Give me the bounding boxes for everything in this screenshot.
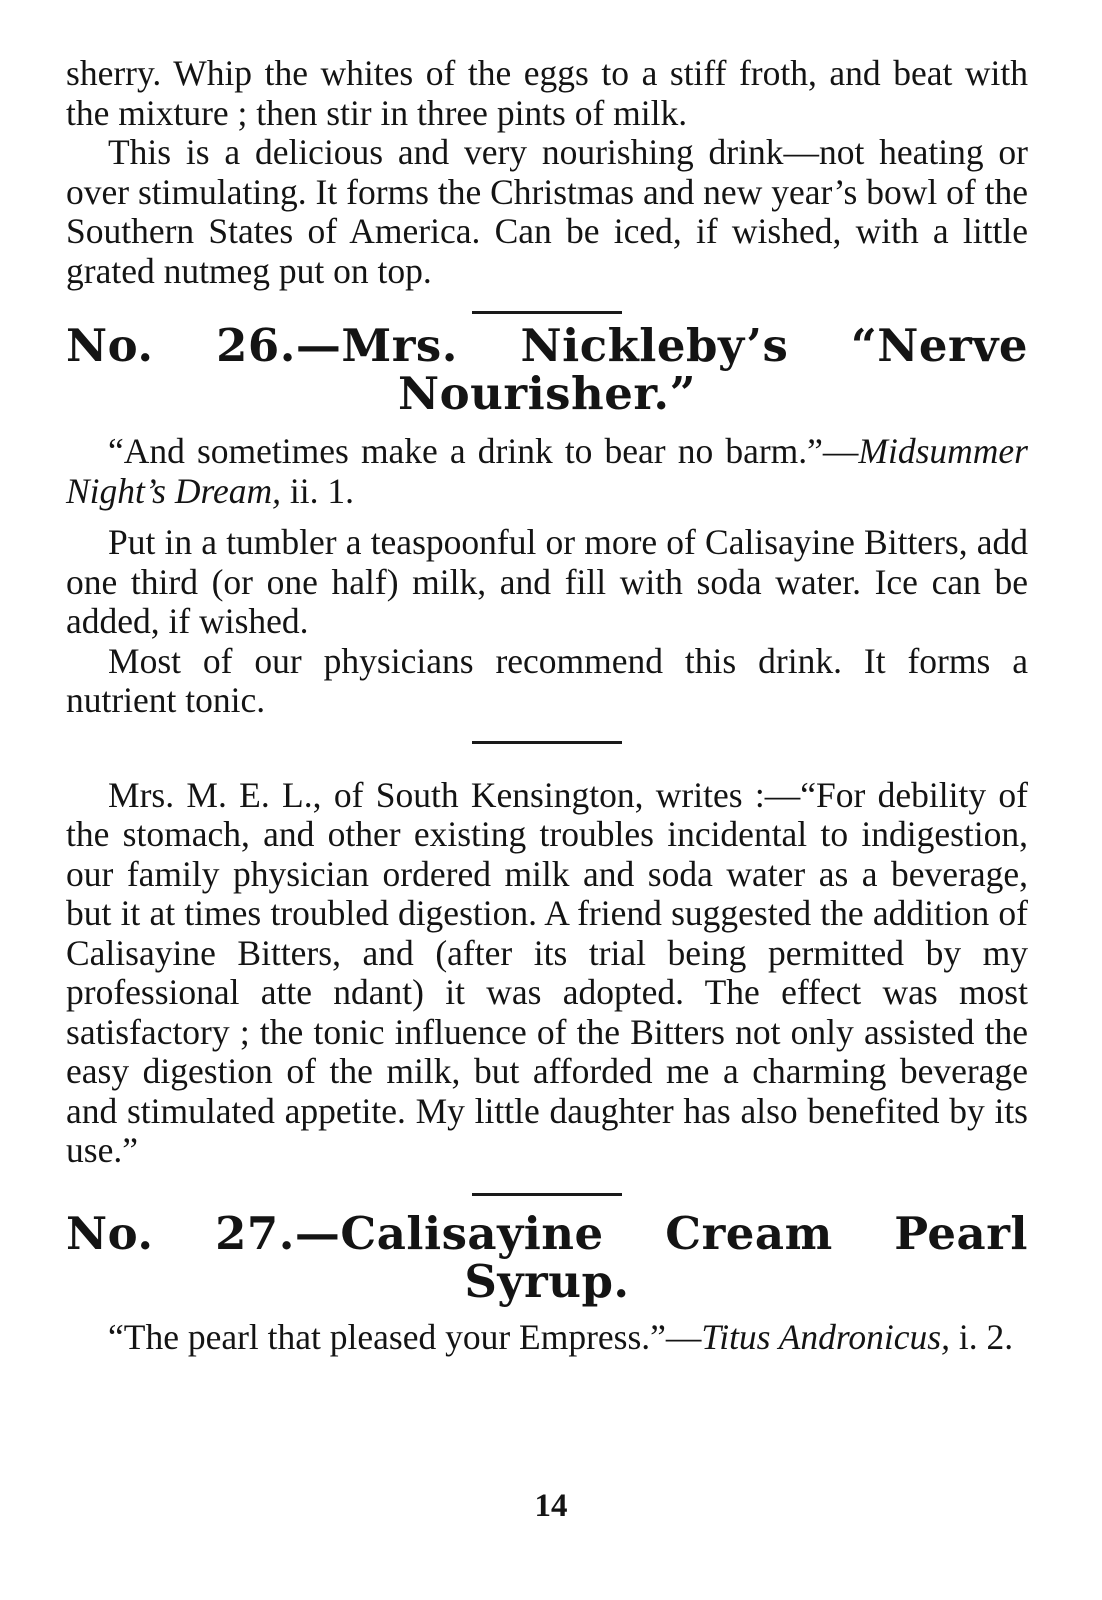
recipe-27-epigraph (66, 1318, 1028, 1358)
recipe-26-epigraph (66, 432, 1028, 511)
recipe-26-heading-line2: Nourisher.” (398, 367, 696, 420)
recipe-27-heading (66, 1206, 1028, 1308)
recipe-26-note: Most of our physicians recommend this drink. It forms a nutrient tonic. (66, 640, 1028, 720)
recipe-27-epigraph-quote: “The pearl that pleased your Empress.”— (108, 1316, 702, 1357)
recipe-27-epigraph-ref: i. 2. (949, 1316, 1014, 1357)
intro-paragraph-description: This is a delicious and very nourishing drink—not heating or over stimulating. It forms the Christmas and new year’s bowl of the Southern States of America. Can be iced, if wished, with a little grated nutmeg put on top. (66, 132, 1028, 291)
recipe-26-epigraph-quote: “And sometimes make a drink to bear no barm.”— (108, 431, 859, 471)
section-divider-2 (472, 741, 622, 744)
recipe-26-heading (66, 319, 1028, 420)
section-divider-3 (472, 1193, 622, 1196)
recipe-26-heading-line1: No. 26.—Mrs. Nickleby’s “Nerve (66, 319, 1028, 372)
testimonial-paragraph: Mrs. M. E. L., of South Kensington, writes :—“For debility of the stomach, and other existing troubles incidental to indigestion, our family physician ordered milk and soda water as a beverage, but it at times troubled digestion. A friend suggested the addition of Calisayine Bitters, and (after its trial being permitted by my professional atte ndant) it was adopted. The effect was most satisfactory ; the tonic influence of the Bitters not only assisted the easy digestion of the milk, but afforded me a charming beverage and stimulated appetite. My little daughter has also benefited by its use.” (66, 774, 1028, 1170)
page-number: 14 (534, 1488, 568, 1524)
recipe-27-heading-line1: No. 27.—Calisayine Cream Pearl (66, 1206, 1028, 1260)
recipe-27-heading-line2: Syrup. (464, 1254, 630, 1308)
intro-paragraph-continued: sherry. Whip the whites of the eggs to a stiff froth, and beat with the mixture ; then stir in three pints of milk. (66, 53, 1028, 133)
recipe-26-instructions: Put in a tumbler a teaspoonful or more of Calisayine Bitters, add one third (or one half) milk, and fill with soda water. Ice can be added, if wished. (66, 522, 1028, 641)
recipe-26-epigraph-source: Midsummer Night’s Dream, (66, 431, 1028, 511)
recipe-27-epigraph-source: Titus Andronicus, (701, 1316, 950, 1357)
section-divider-1 (472, 311, 622, 314)
recipe-26-epigraph-ref: ii. 1. (281, 470, 354, 511)
